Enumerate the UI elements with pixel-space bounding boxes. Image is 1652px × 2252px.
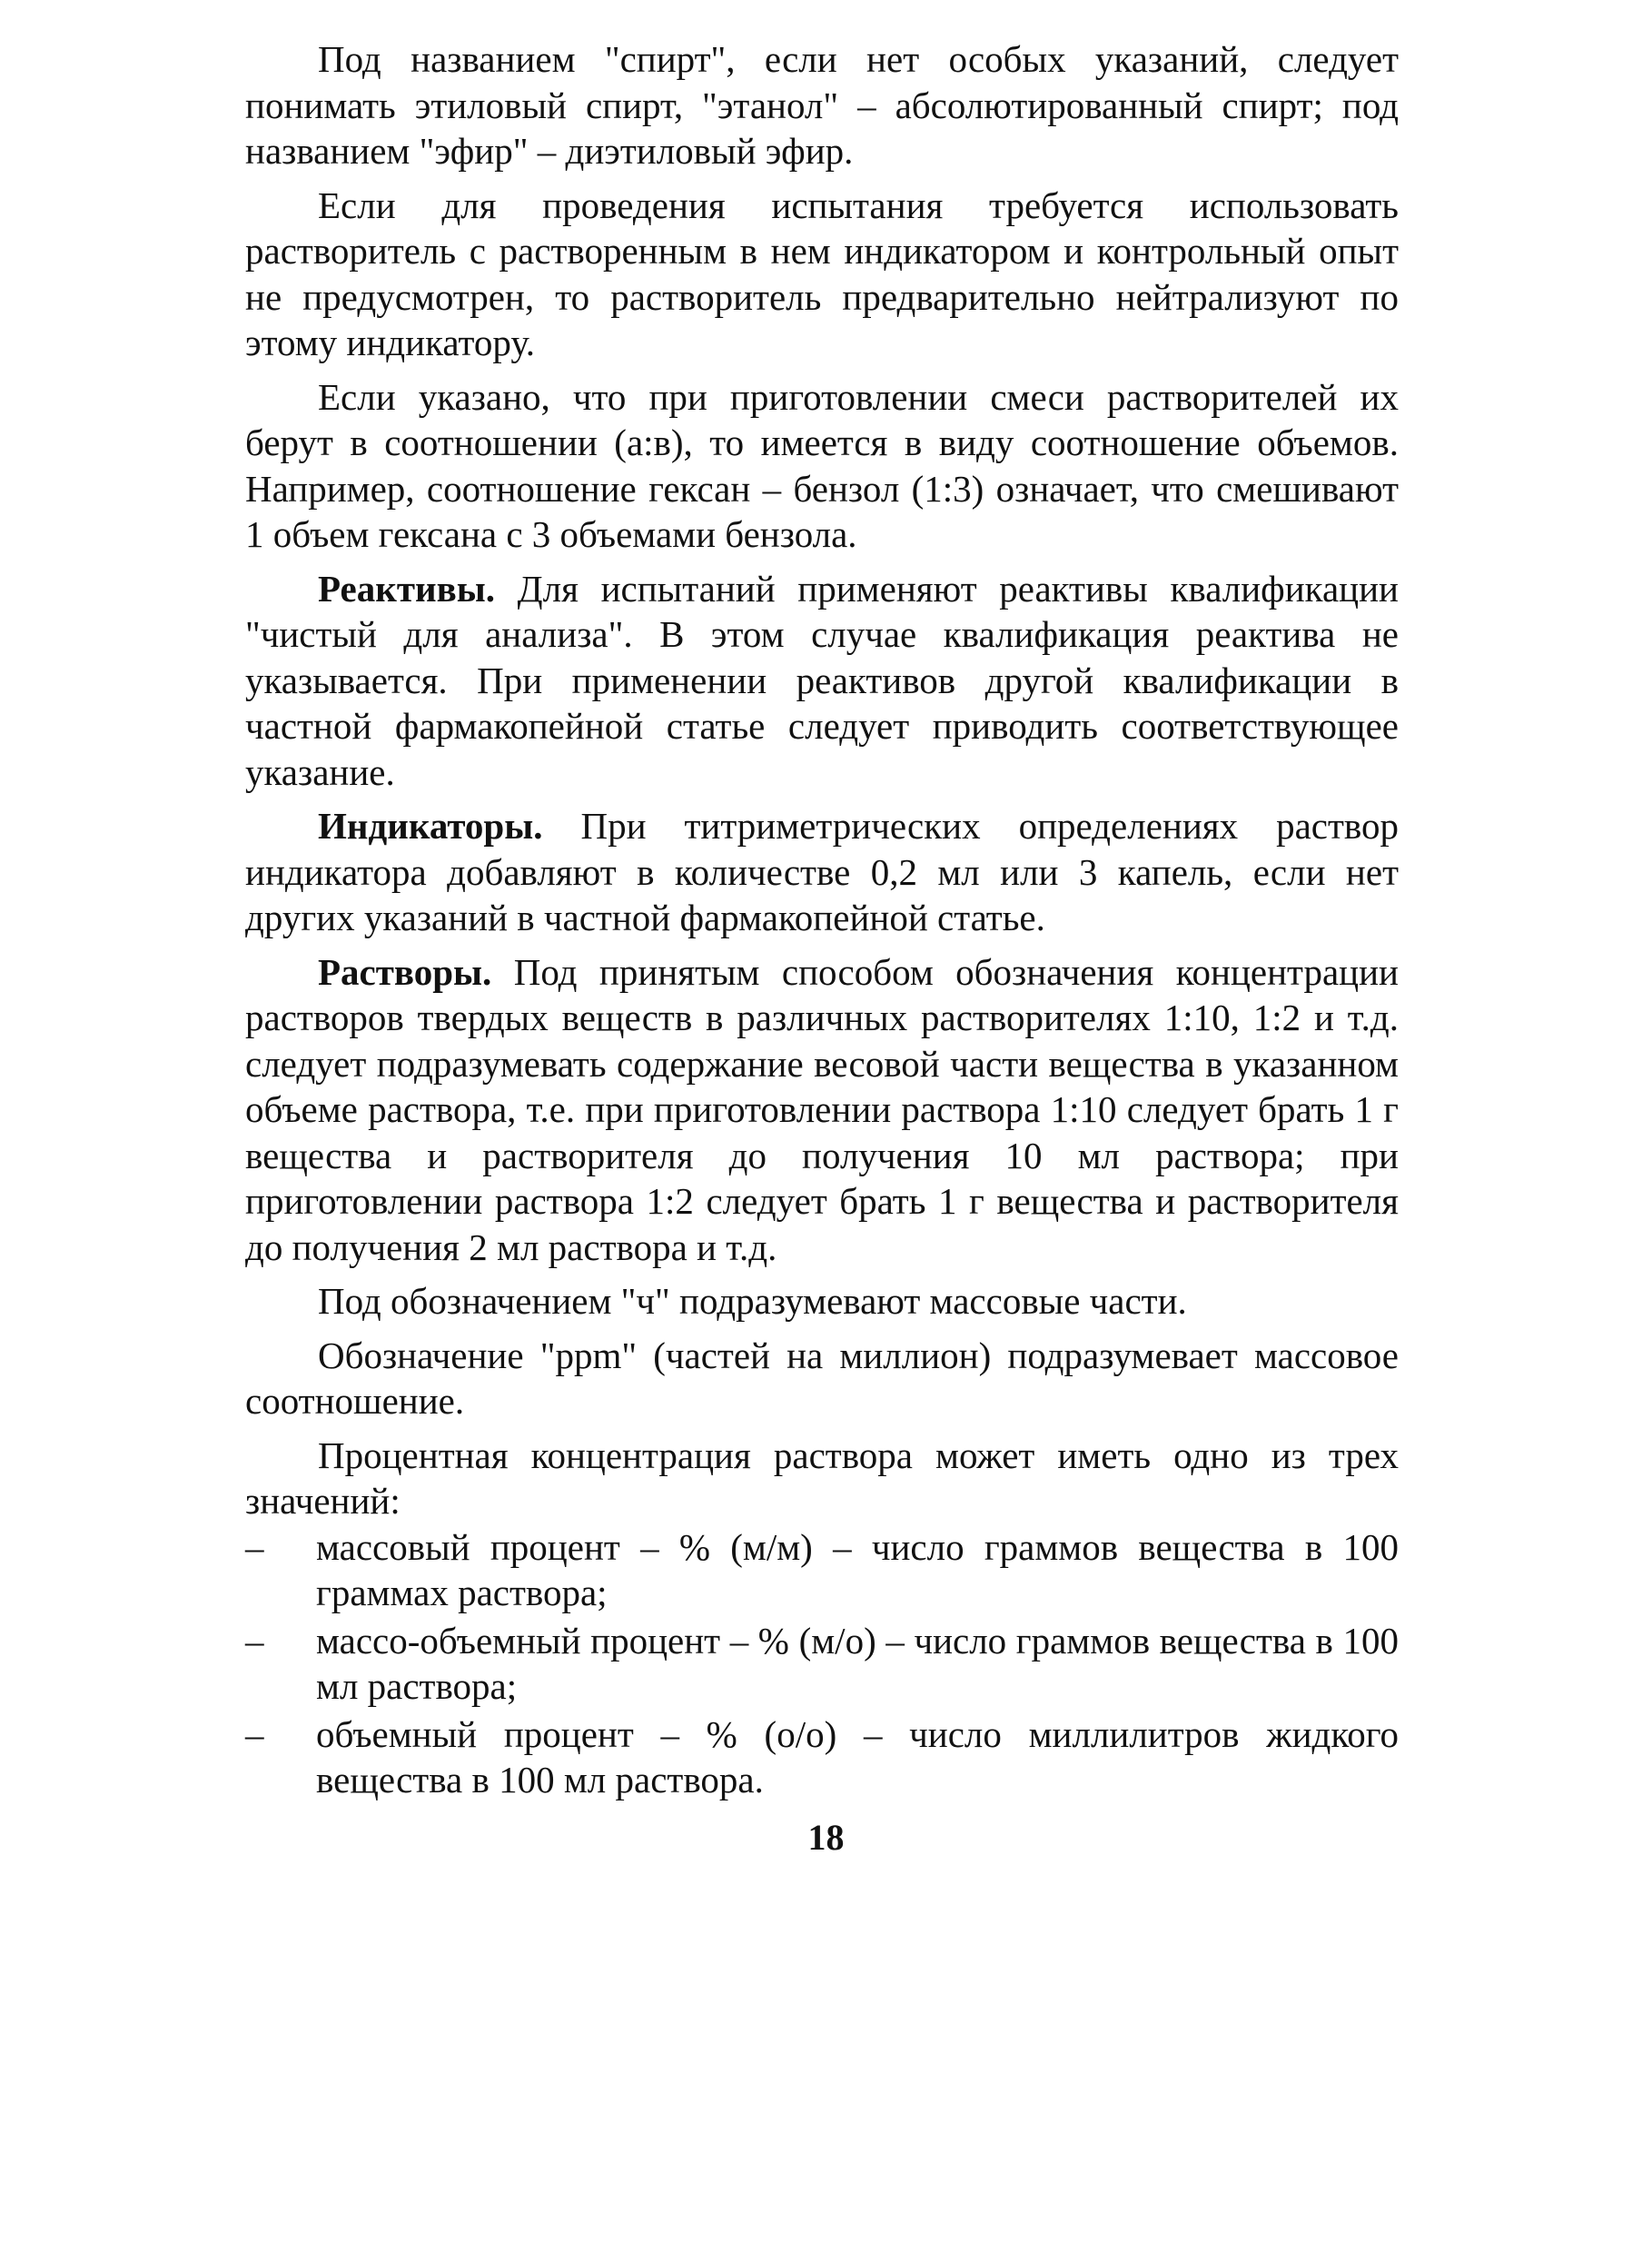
list-item-text: массовый процент – % (м/м) – число граммов вещества в 100 граммах раствора; bbox=[316, 1525, 1399, 1613]
list-item-text: объемный процент – % (о/о) – число миллилитров жидкого вещества в 100 мл раствора. bbox=[316, 1712, 1399, 1801]
term-indicators: Индикаторы. bbox=[318, 805, 543, 847]
list-dash: – bbox=[245, 1619, 264, 1662]
paragraph-mass-parts: Под обозначением "ч" подразумевают массовые части. bbox=[318, 1280, 1187, 1322]
list-dash: – bbox=[245, 1712, 264, 1755]
paragraph-solutions bbox=[245, 949, 1399, 1271]
list-item bbox=[245, 1524, 1399, 1616]
paragraph-reagents bbox=[245, 566, 1399, 796]
term-solutions: Растворы. bbox=[318, 950, 492, 993]
list-dash: – bbox=[245, 1525, 264, 1568]
paragraph-indicators bbox=[245, 803, 1399, 941]
term-reagents: Реактивы. bbox=[318, 567, 495, 610]
document-page bbox=[245, 36, 1399, 1805]
list-item bbox=[245, 1711, 1399, 1803]
paragraph-reagents-text: Для испытаний применяют реактивы квалификации "чистый для анализа". В этом случае квалификация реактива не указывается. При применении реактивов другой квалификации в частной фармакопейной статье следует приводить соответствующее указание. bbox=[245, 567, 1399, 793]
paragraph-alcohol-definition: Под названием "спирт", если нет особых указаний, следует понимать этиловый спирт, "этанол" – абсолютированный спирт; под названием "эфир" – диэтиловый эфир. bbox=[245, 38, 1399, 172]
paragraph-ppm: Обозначение "ppm" (частей на миллион) подразумевает массовое соотношение. bbox=[245, 1334, 1399, 1422]
paragraph-solvent-neutralization: Если для проведения испытания требуется использовать растворитель с растворенным в нем индикатором и контрольный опыт не предусмотрен, то растворитель предварительно нейтрализуют по этому индикатору. bbox=[245, 184, 1399, 363]
list-item-text: массо-объемный процент – % (м/о) – число граммов вещества в 100 мл раствора; bbox=[316, 1619, 1399, 1707]
paragraph-percent-concentration: Процентная концентрация раствора может иметь одно из трех значений: bbox=[245, 1434, 1399, 1522]
list-item bbox=[245, 1618, 1399, 1710]
page-number: 18 bbox=[807, 1817, 845, 1858]
percent-types-list bbox=[245, 1524, 1399, 1803]
paragraph-indicators-text: При титриметрических определениях раствор индикатора добавляют в количестве 0,2 мл или 3 капель, если нет других указаний в частной фармакопейной статье. bbox=[245, 805, 1399, 938]
paragraph-solutions-text: Под принятым способом обозначения концентрации растворов твердых веществ в различных растворителях 1:10, 1:2 и т.д. следует подразумевать содержание весовой части вещества в указанном объеме раствора, т.е. при приготовлении раствора 1:10 следует брать 1 г вещества и растворителя до получения 10 мл раствора; при приготовлении раствора 1:2 следует брать 1 г вещества и растворителя до получения 2 мл раствора и т.д. bbox=[245, 950, 1399, 1268]
paragraph-solvent-ratio: Если указано, что при приготовлении смеси растворителей их берут в соотношении (а:в), то имеется в виду соотношение объемов. Например, соотношение гексан – бензол (1:3) означает, что смешивают 1 объем гексана с 3 объемами бензола. bbox=[245, 375, 1399, 555]
